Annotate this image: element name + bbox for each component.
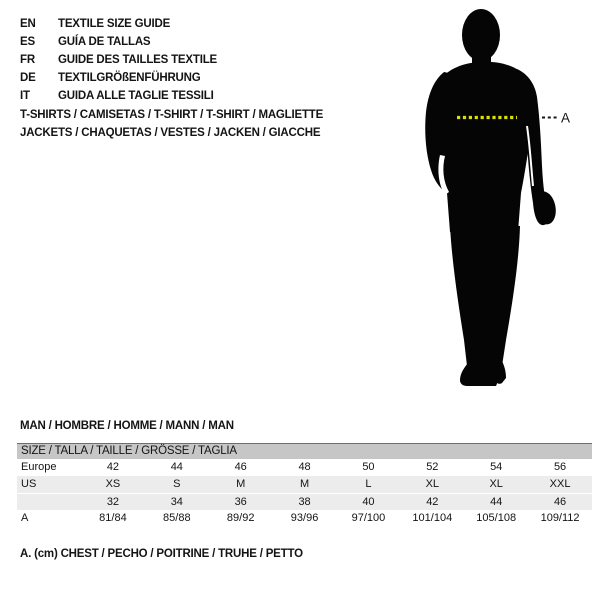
table-cell: 32 xyxy=(106,496,120,508)
footnote-chest: A. (cm) CHEST / PECHO / POITRINE / TRUHE / PETTO xyxy=(20,548,303,560)
table-cell: 34 xyxy=(170,496,183,508)
table-cell: XS xyxy=(105,478,121,490)
table-cell: 46 xyxy=(234,461,247,473)
language-row-de xyxy=(20,69,217,87)
language-text: GUIDA ALLE TAGLIE TESSILI xyxy=(58,90,214,102)
row-label: Europe xyxy=(21,461,57,473)
row-label xyxy=(17,494,81,510)
table-cell: 89/92 xyxy=(226,512,255,524)
table-cell: 42 xyxy=(426,496,439,508)
table-row-europe xyxy=(17,459,592,476)
table-cell: 109/112 xyxy=(540,512,580,524)
category-line-tshirts: T-SHIRTS / CAMISETAS / T-SHIRT / T-SHIRT / MAGLIETTE xyxy=(20,109,324,121)
table-cell: 85/88 xyxy=(163,512,191,524)
table-cell: 56 xyxy=(553,461,567,473)
category-list xyxy=(20,106,323,142)
table-row-us xyxy=(17,476,592,493)
language-list xyxy=(20,15,217,105)
table-cell: XL xyxy=(489,478,503,490)
table-cell: 54 xyxy=(490,461,503,473)
row-label: US xyxy=(21,478,37,490)
table-cell: 50 xyxy=(362,461,375,473)
table-cell: 46 xyxy=(553,496,567,508)
language-text: GUÍA DE TALLAS xyxy=(58,36,151,48)
table-cell: 81/84 xyxy=(99,512,127,524)
table-cell: 97/100 xyxy=(351,512,386,524)
table-cell: L xyxy=(365,478,372,490)
language-text: TEXTILE SIZE GUIDE xyxy=(58,18,171,30)
language-code: IT xyxy=(20,90,30,102)
size-table-header: SIZE / TALLA / TAILLE / GRÖSSE / TAGLIA xyxy=(17,444,592,459)
table-cell: 105/108 xyxy=(476,512,517,524)
table-cell: 38 xyxy=(298,496,311,508)
language-text: GUIDE DES TAILLES TEXTILE xyxy=(58,54,217,66)
table-row-numeric xyxy=(17,493,592,510)
man-silhouette xyxy=(390,0,600,420)
table-cell: 93/96 xyxy=(290,512,319,524)
language-code: DE xyxy=(20,72,36,84)
category-line-jackets: JACKETS / CHAQUETAS / VESTES / JACKEN / GIACCHE xyxy=(20,127,321,139)
language-code: FR xyxy=(20,54,35,66)
language-text: TEXTILGRÖßENFÜHRUNG xyxy=(58,72,201,84)
language-row-it xyxy=(20,87,217,105)
table-cell: 44 xyxy=(170,461,183,473)
language-row-es xyxy=(20,33,217,51)
table-cell: 44 xyxy=(490,496,503,508)
table-cell: 52 xyxy=(426,461,439,473)
language-row-fr xyxy=(20,51,217,69)
table-cell: M xyxy=(299,478,310,490)
table-cell: XL xyxy=(425,478,440,490)
table-cell: 48 xyxy=(298,461,311,473)
language-code: EN xyxy=(20,18,36,30)
language-row-en xyxy=(20,15,217,33)
table-cell: 42 xyxy=(106,461,120,473)
silhouette-shapes xyxy=(425,9,556,386)
size-table xyxy=(17,443,592,527)
measure-label-a: A xyxy=(561,110,571,126)
table-cell: XXL xyxy=(549,478,571,490)
table-cell: 101/104 xyxy=(412,512,453,524)
section-title-man: MAN / HOMBRE / HOMME / MANN / MAN xyxy=(20,420,234,432)
table-cell: S xyxy=(173,478,181,490)
language-code: ES xyxy=(20,36,35,48)
table-cell: 40 xyxy=(362,496,375,508)
table-row-a-chest xyxy=(17,510,592,527)
row-label: A xyxy=(21,512,29,524)
table-cell: M xyxy=(236,478,246,490)
table-cell: 36 xyxy=(234,496,247,508)
